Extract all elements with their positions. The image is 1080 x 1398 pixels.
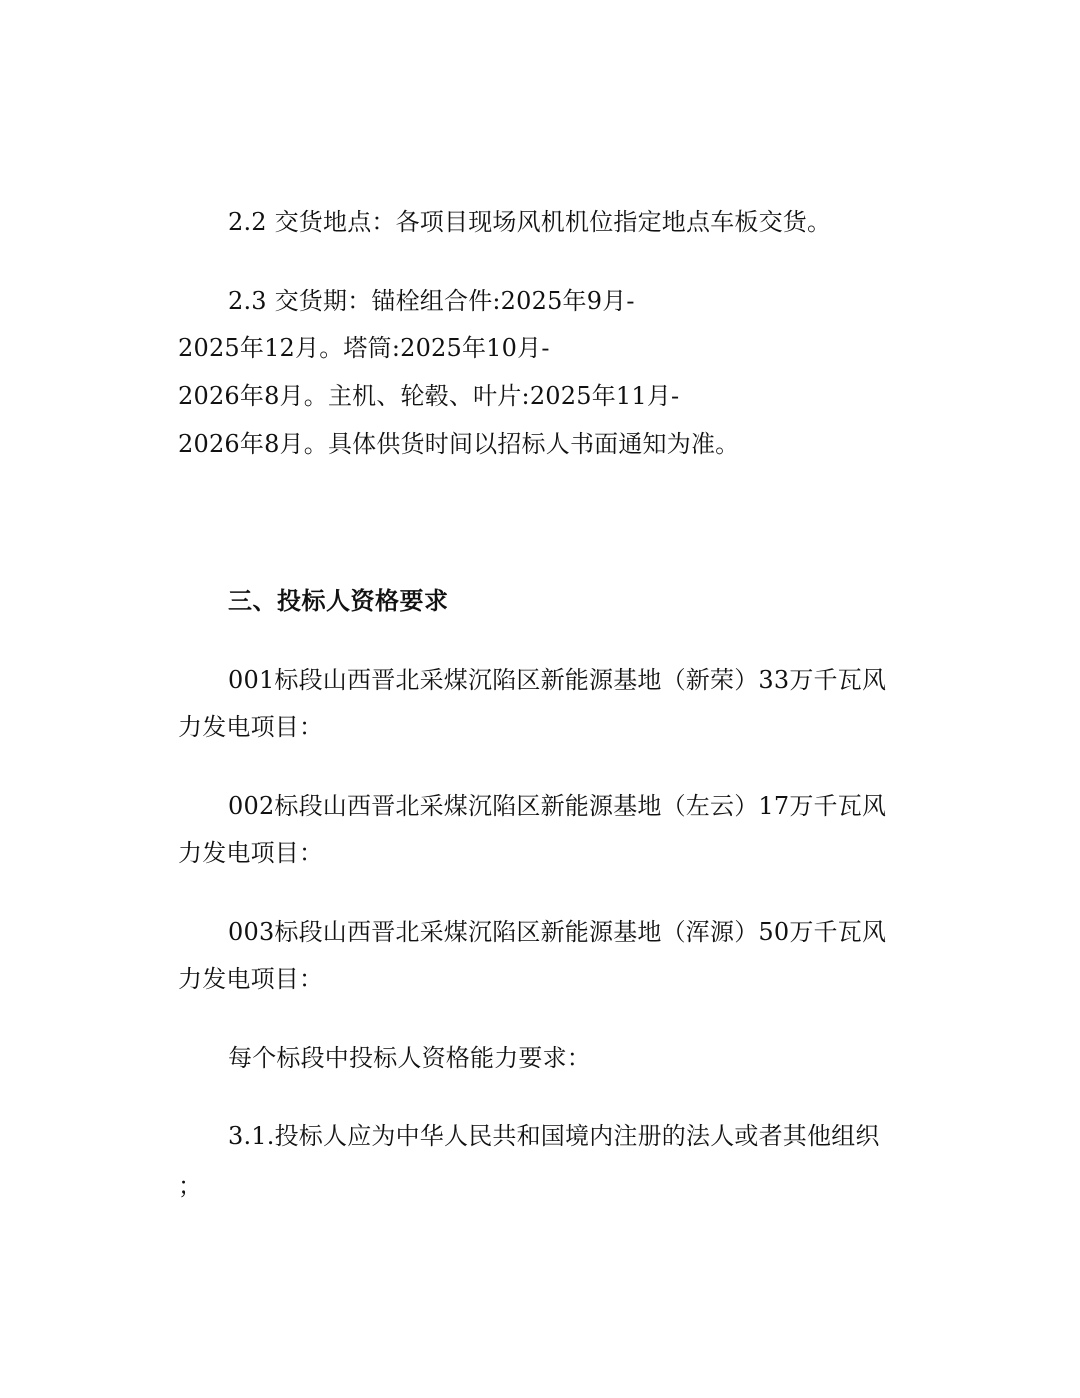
lot-001-line-1: 001标段山西晋北采煤沉陷区新能源基地（新荣）33万千瓦风 bbox=[228, 666, 887, 694]
lot-003-line-2: 力发电项目： bbox=[178, 965, 324, 993]
delivery-period-line-3: 2026年8月。主机、轮毂、叶片:2025年11月- bbox=[178, 382, 680, 410]
delivery-period-line-1: 2.3 交货期：锚栓组合件:2025年9月- bbox=[228, 287, 635, 315]
lot-003-line-1: 003标段山西晋北采煤沉陷区新能源基地（浑源）50万千瓦风 bbox=[228, 918, 887, 946]
delivery-location-line-1: 2.2 交货地点：各项目现场风机机位指定地点车板交货。 bbox=[228, 208, 832, 236]
lot-002-line-2: 力发电项目： bbox=[178, 839, 324, 867]
section-heading: 三、投标人资格要求 bbox=[228, 586, 449, 615]
requirement-3-1-line-1: 3.1.投标人应为中华人民共和国境内注册的法人或者其他组织 bbox=[228, 1122, 880, 1150]
lot-002-line-1: 002标段山西晋北采煤沉陷区新能源基地（左云）17万千瓦风 bbox=[228, 792, 887, 820]
requirement-3-1-line-2: ； bbox=[178, 1172, 203, 1200]
lot-001-line-2: 力发电项目： bbox=[178, 713, 324, 741]
delivery-period-line-2: 2025年12月。塔筒:2025年10月- bbox=[178, 334, 550, 362]
delivery-period-line-4: 2026年8月。具体供货时间以招标人书面通知为准。 bbox=[178, 430, 740, 458]
each-lot-requirements-line: 每个标段中投标人资格能力要求： bbox=[228, 1044, 591, 1072]
